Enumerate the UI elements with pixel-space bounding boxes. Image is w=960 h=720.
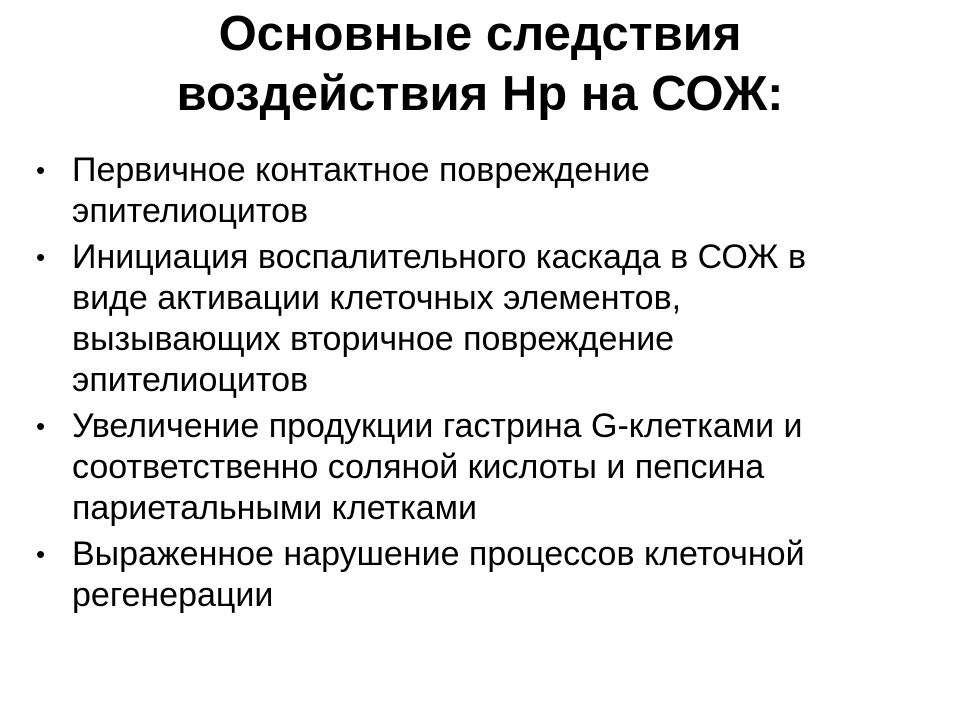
bullet-text-line: вызывающих вторичное повреждение: [72, 320, 675, 358]
bullet-dot-icon: •: [36, 539, 46, 569]
bullet-item: [36, 237, 916, 401]
bullet-item: [36, 534, 916, 616]
slide-title: [0, 4, 960, 124]
bullet-text: [72, 406, 916, 529]
bullet-text-line: виде активации клеточных элементов,: [72, 279, 682, 317]
bullet-dot-icon: •: [36, 242, 46, 272]
bullet-text: [72, 534, 916, 616]
bullet-dot-icon: •: [36, 155, 46, 185]
bullet-text-line: соответственно соляной кислоты и пепсина: [72, 448, 765, 486]
bullet-list: [36, 150, 916, 621]
bullet-text-line: эпителиоцитов: [72, 192, 309, 230]
slide-title-line-1: Основные следствия: [218, 7, 742, 61]
bullet-item: [36, 406, 916, 529]
slide-title-line-2: воздействия Hp на СОЖ:: [176, 67, 784, 121]
bullet-text-line: Инициация воспалительного каскада в СОЖ в: [72, 238, 807, 276]
bullet-item: [36, 150, 916, 232]
bullet-text-line: Выраженное нарушение процессов клеточной: [72, 535, 805, 573]
bullet-text: [72, 150, 916, 232]
bullet-dot-icon: •: [36, 411, 46, 441]
bullet-text-line: Первичное контактное повреждение: [72, 151, 650, 189]
bullet-text-line: париетальными клетками: [72, 489, 478, 527]
bullet-text-line: Увеличение продукции гастрина G-клетками и: [72, 407, 803, 445]
bullet-text-line: регенерации: [72, 576, 274, 614]
bullet-text: [72, 237, 916, 401]
bullet-text-line: эпителиоцитов: [72, 361, 309, 399]
